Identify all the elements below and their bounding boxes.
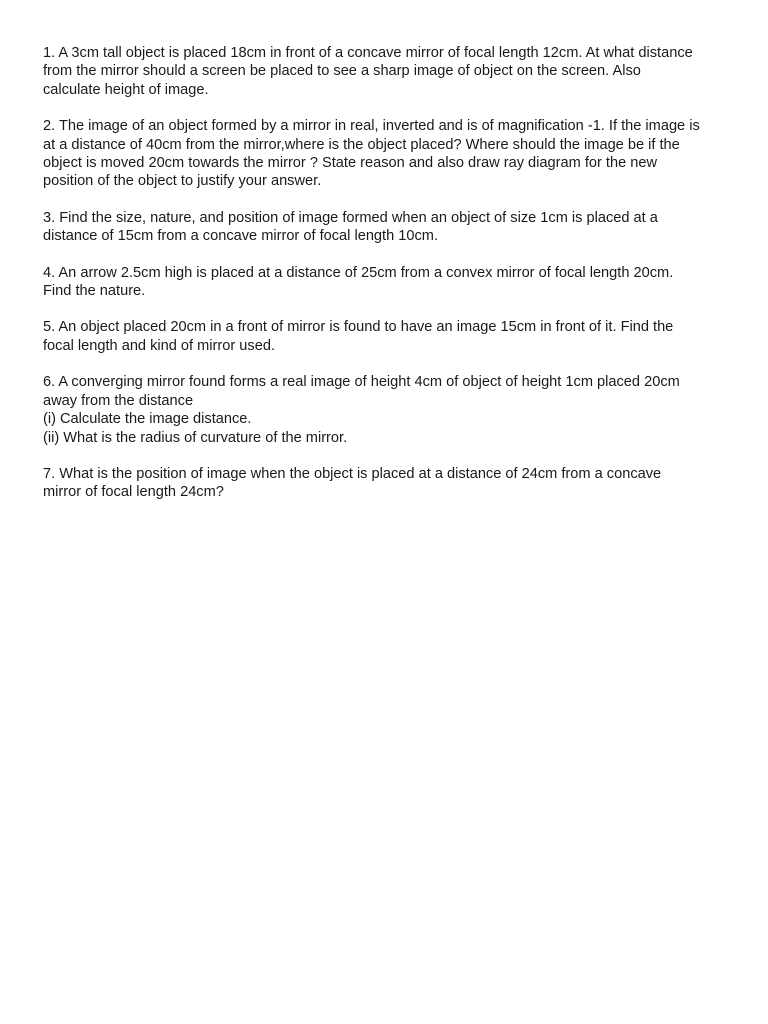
question-line: 6. A converging mirror found forms a real image of height 4cm of object of height 1cm placed 20cm: [43, 374, 680, 391]
question-line: calculate height of image.: [43, 81, 209, 98]
question-line: focal length and kind of mirror used.: [43, 337, 276, 354]
question-subpart-ii: (ii) What is the radius of curvature of the mirror.: [43, 429, 348, 446]
question-line: 5. An object placed 20cm in a front of mirror is found to have an image 15cm in front of it. Find the: [43, 319, 674, 336]
question-line: object is moved 20cm towards the mirror ? State reason and also draw ray diagram for the new: [43, 155, 658, 172]
question-7: [43, 465, 733, 502]
question-line: mirror of focal length 24cm?: [43, 484, 224, 501]
question-line: 7. What is the position of image when the object is placed at a distance of 24cm from a concave: [43, 465, 662, 482]
question-1: [43, 44, 733, 99]
question-line: away from the distance: [43, 392, 194, 409]
question-line: 3. Find the size, nature, and position of image formed when an object of size 1cm is placed at a: [43, 209, 658, 226]
question-2: [43, 117, 733, 191]
question-6: [43, 373, 733, 447]
question-line: 1. A 3cm tall object is placed 18cm in front of a concave mirror of focal length 12cm. At what distance: [43, 45, 693, 61]
question-line: at a distance of 40cm from the mirror,where is the object placed? Where should the image be if the: [43, 136, 680, 153]
question-3: [43, 209, 733, 246]
document-page: [43, 44, 733, 520]
question-line: 2. The image of an object formed by a mirror in real, inverted and is of magnification -1. If the image is: [43, 118, 700, 135]
question-line: 4. An arrow 2.5cm high is placed at a distance of 25cm from a convex mirror of focal length 20cm.: [43, 264, 674, 281]
question-line: position of the object to justify your answer.: [43, 173, 322, 190]
question-line: distance of 15cm from a concave mirror of focal length 10cm.: [43, 228, 439, 245]
question-subpart-i: (i) Calculate the image distance.: [43, 411, 252, 428]
question-line: from the mirror should a screen be placed to see a sharp image of object on the screen. Also: [43, 63, 641, 80]
question-5: [43, 318, 733, 355]
question-4: [43, 264, 733, 301]
question-line: Find the nature.: [43, 283, 146, 300]
